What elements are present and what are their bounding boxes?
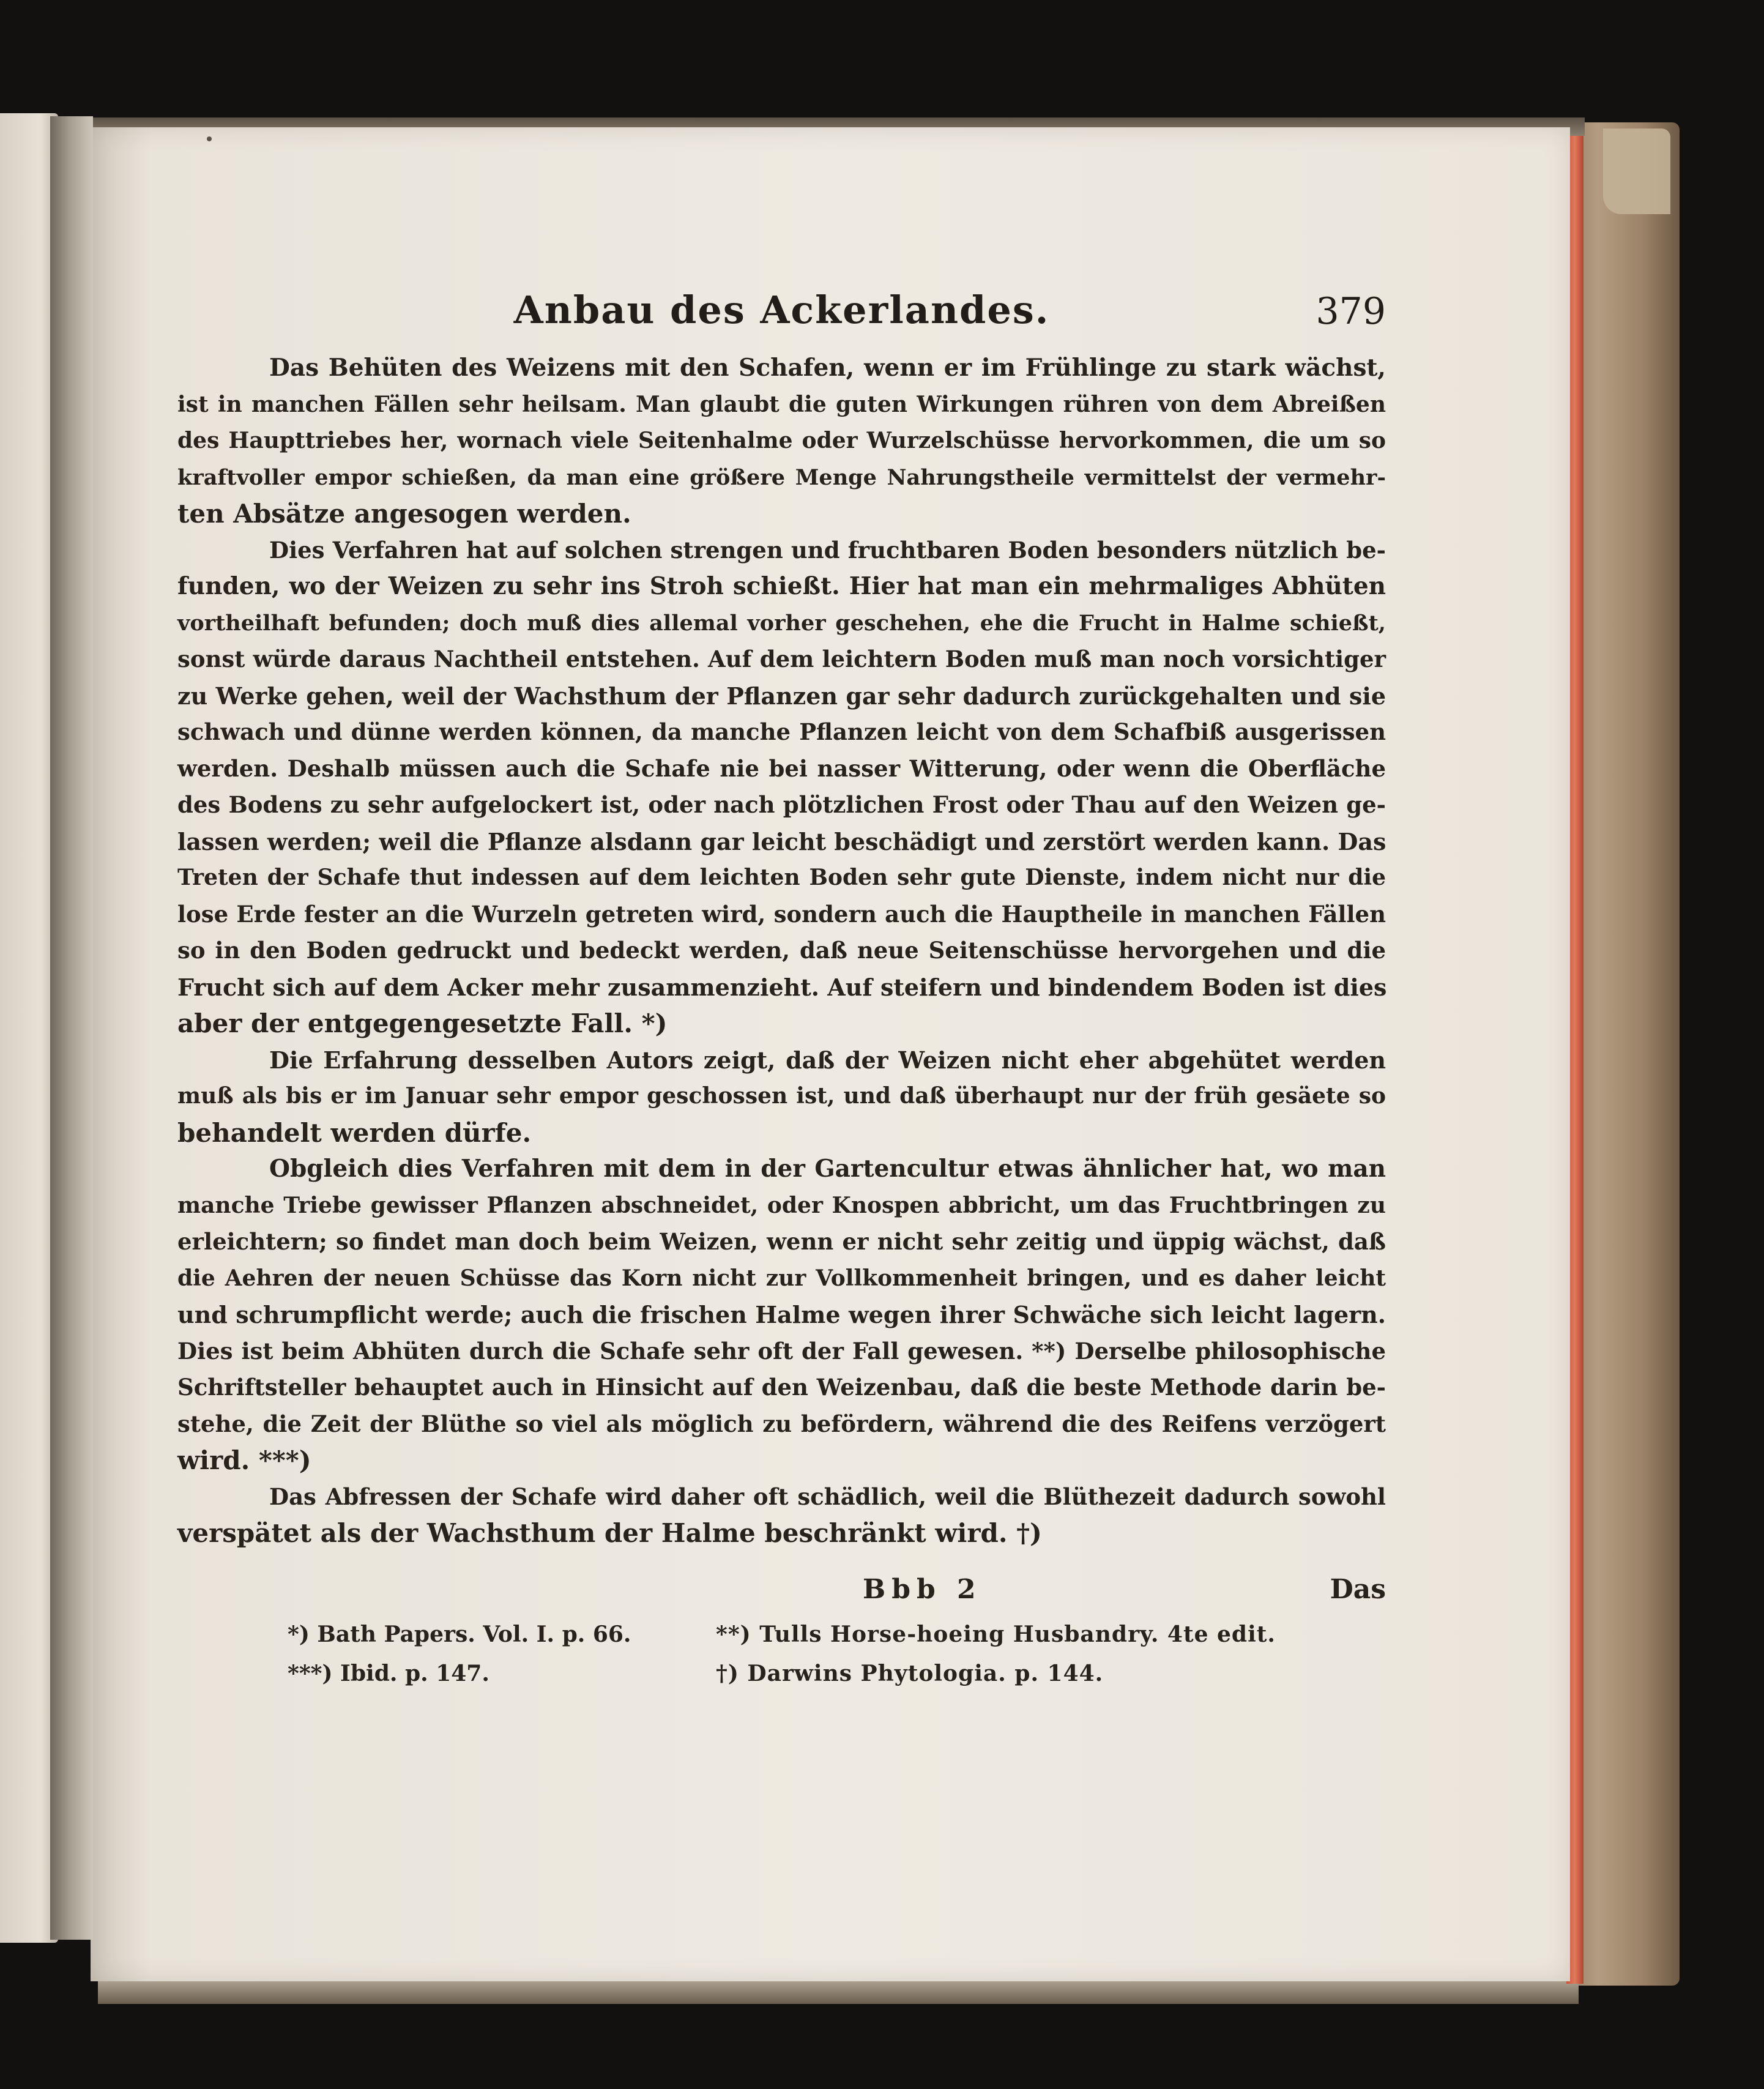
text-line: funden, wo der Weizen zu sehr ins Stroh schießt. Hier hat man ein mehrmaliges Abhüten	[177, 572, 1386, 600]
speck	[207, 136, 212, 141]
text-line: muß als bis er im Januar sehr empor geschossen ist, und daß überhaupt nur der früh gesäete so	[177, 1083, 1386, 1109]
text-line: Das Abfressen der Schafe wird daher oft schädlich, weil die Blüthezeit dadurch sowohl	[269, 1483, 1386, 1510]
text-line: Das Behüten des Weizens mit den Schafen, wenn er im Frühlinge zu stark wächst,	[269, 354, 1386, 382]
footnote: **) Tulls Horse-hoeing Husbandry. 4te edit.	[716, 1622, 1276, 1647]
text-line: ten Absätze angesogen werden.	[177, 499, 631, 529]
cover-board-corner	[1603, 128, 1670, 214]
text-line: die Aehren der neuen Schüsse das Korn nicht zur Vollkommenheit bringen, und es daher leicht	[177, 1265, 1386, 1291]
signature-mark: Bbb 2	[863, 1574, 982, 1605]
text-line: Schriftsteller behauptet auch in Hinsicht auf den Weizenbau, daß die beste Methode darin be-	[177, 1374, 1386, 1401]
text-line: des Bodens zu sehr aufgelockert ist, oder nach plötzlichen Frost oder Thau auf den Weizen ge-	[177, 791, 1386, 818]
paragraph	[177, 532, 1386, 1042]
text-line: und schrumpflicht werde; auch die frischen Halme wegen ihrer Schwäche sich leicht lagern.	[177, 1301, 1386, 1328]
text-line: kraftvoller empor schießen, da man eine größere Menge Nahrungstheile vermittelst der vermehr-	[177, 464, 1386, 490]
running-head-title: Anbau des Ackerlandes.	[513, 288, 1050, 332]
paragraph	[177, 1151, 1386, 1479]
footnote-row	[288, 1661, 1328, 1700]
text-line: Obgleich dies Verfahren mit dem in der Gartencultur etwas ähnlicher hat, wo man	[269, 1155, 1386, 1183]
text-line: wird. ***)	[177, 1445, 311, 1475]
text-line: Treten der Schafe thut indessen auf dem leichten Boden sehr gute Dienste, indem nicht nur die	[177, 865, 1386, 890]
text-line: werden. Deshalb müssen auch die Schafe nie bei nasser Witterung, oder wenn die Oberfläche	[177, 754, 1386, 782]
text-line: Dies ist beim Abhüten durch die Schafe sehr oft der Fall gewesen. **) Derselbe philosophische	[177, 1337, 1386, 1365]
text-line: ist in manchen Fällen sehr heilsam. Man glaubt die guten Wirkungen rühren von dem Abreißen	[177, 391, 1386, 417]
text-line: des Haupttriebes her, wornach viele Seitenhalme oder Wurzelschüsse hervorkommen, die um so	[177, 428, 1386, 453]
bottom-page-edge	[98, 1979, 1579, 2004]
signature-row	[177, 1574, 1386, 1611]
text-line: behandelt werden dürfe.	[177, 1117, 532, 1148]
gutter-shadow	[50, 116, 93, 1940]
footnote: †) Darwins Phytologia. p. 144.	[716, 1661, 1104, 1686]
body-text	[177, 350, 1386, 1552]
text-line: Frucht sich auf dem Acker mehr zusammenzieht. Auf steifern und bindendem Boden ist dies	[177, 973, 1387, 1001]
text-line: stehe, die Zeit der Blüthe so viel als möglich zu befördern, während die des Reifens verzögert	[177, 1410, 1386, 1437]
footnote: ***) Ibid. p. 147.	[288, 1661, 489, 1686]
paragraph	[177, 1042, 1386, 1152]
text-line: lose Erde fester an die Wurzeln getreten wird, sondern auch die Hauptheile in manchen Fällen	[177, 900, 1386, 928]
text-line: aber der entgegengesetzte Fall. *)	[177, 1008, 668, 1038]
paragraph	[177, 350, 1386, 532]
text-line: zu Werke gehen, weil der Wachsthum der Pflanzen gar sehr dadurch zurückgehalten und sie	[177, 682, 1386, 710]
text-line: verspätet als der Wachsthum der Halme beschränkt wird. †)	[177, 1518, 1042, 1548]
text-line: vortheilhaft befunden; doch muß dies allemal vorher geschehen, ehe die Frucht in Halme schießt,	[177, 610, 1386, 636]
text-line: lassen werden; weil die Pflanze alsdann gar leicht beschädigt und zerstört werden kann. Das	[177, 827, 1386, 855]
running-head	[177, 288, 1386, 343]
footnotes	[288, 1622, 1328, 1700]
page-number: 379	[1316, 290, 1386, 333]
footnote-row	[288, 1622, 1328, 1661]
text-line: so in den Boden gedruckt und bedeckt werden, daß neue Seitenschüsse hervorgehen und die	[177, 937, 1386, 964]
text-line: manche Triebe gewisser Pflanzen abschneidet, oder Knospen abbricht, um das Fruchtbringen zu	[177, 1192, 1386, 1218]
paragraph	[177, 1479, 1386, 1552]
text-line: Die Erfahrung desselben Autors zeigt, daß der Weizen nicht eher abgehütet werden	[269, 1046, 1386, 1074]
footnote: *) Bath Papers. Vol. I. p. 66.	[288, 1622, 631, 1647]
facing-page-edge	[0, 113, 58, 1943]
text-line: schwach und dünne werden können, da manche Pflanzen leicht von dem Schafbiß ausgerissen	[177, 718, 1386, 745]
text-line: Dies Verfahren hat auf solchen strengen und fruchtbaren Boden besonders nützlich be-	[269, 536, 1386, 564]
text-line: sonst würde daraus Nachtheil entstehen. Auf dem leichtern Boden muß man noch vorsichtiger	[177, 646, 1386, 672]
catchword: Das	[1330, 1574, 1386, 1605]
text-line: erleichtern; so findet man doch beim Weizen, wenn er nicht sehr zeitig und üppig wächst, daß	[177, 1228, 1386, 1255]
